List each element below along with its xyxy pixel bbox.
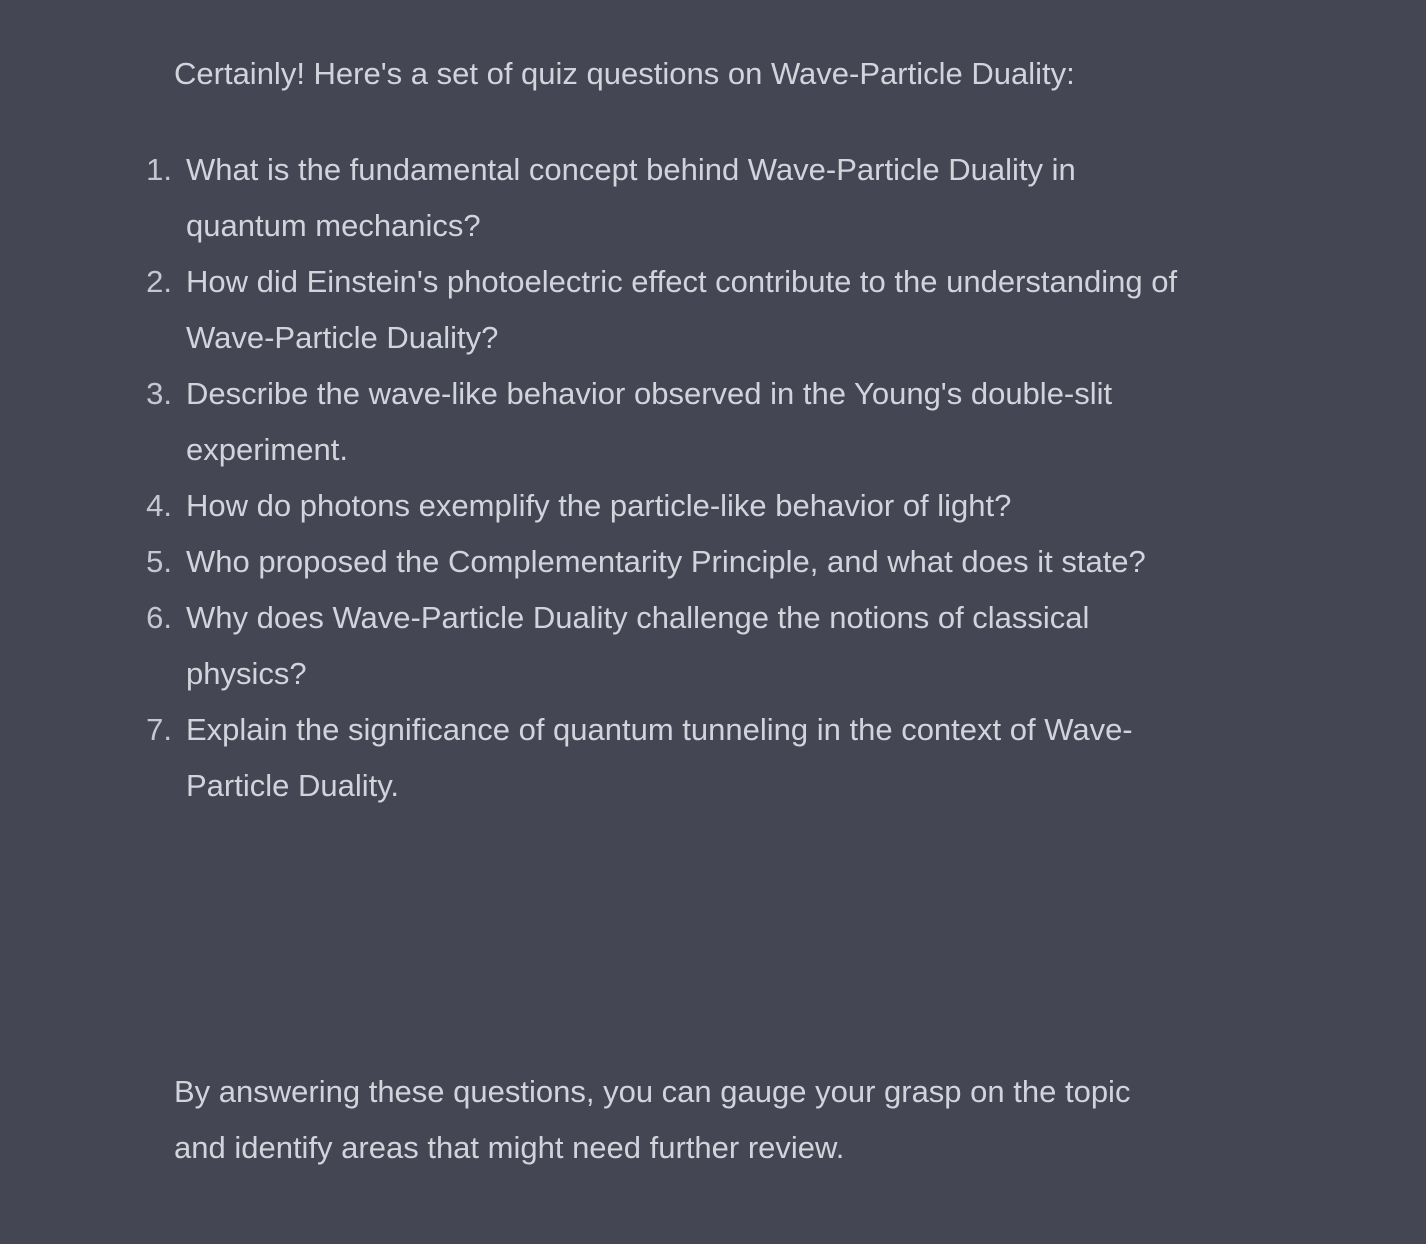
question-text: What is the fundamental concept behind Wave-Particle Duality in quantum mechanics? <box>186 152 1076 243</box>
list-item <box>140 142 1180 254</box>
list-item <box>140 254 1180 366</box>
outro-text: By answering these questions, you can gauge your grasp on the topic and identify areas that might need further review. <box>174 1074 1131 1165</box>
question-text: Who proposed the Complementarity Principle, and what does it state? <box>186 544 1146 579</box>
question-number: 1. <box>146 152 172 187</box>
quiz-question-list <box>140 142 1180 814</box>
question-number: 7. <box>146 712 172 747</box>
question-number: 3. <box>146 376 172 411</box>
question-text: Why does Wave-Particle Duality challenge the notions of classical physics? <box>186 600 1090 691</box>
question-number: 2. <box>146 264 172 299</box>
intro-text: Certainly! Here's a set of quiz questions on Wave-Particle Duality: <box>174 56 1075 91</box>
question-text: Describe the wave-like behavior observed in the Young's double-slit experiment. <box>186 376 1113 467</box>
question-number: 4. <box>146 488 172 523</box>
question-number: 5. <box>146 544 172 579</box>
list-item <box>140 534 1180 590</box>
question-number: 6. <box>146 600 172 635</box>
list-item <box>140 478 1180 534</box>
question-text: Explain the significance of quantum tunneling in the context of Wave-Particle Duality. <box>186 712 1133 803</box>
question-text: How did Einstein's photoelectric effect contribute to the understanding of Wave-Particle Duality? <box>186 264 1178 355</box>
list-item <box>140 590 1180 702</box>
list-item <box>140 366 1180 478</box>
list-item <box>140 702 1180 814</box>
question-text: How do photons exemplify the particle-like behavior of light? <box>186 488 1012 523</box>
